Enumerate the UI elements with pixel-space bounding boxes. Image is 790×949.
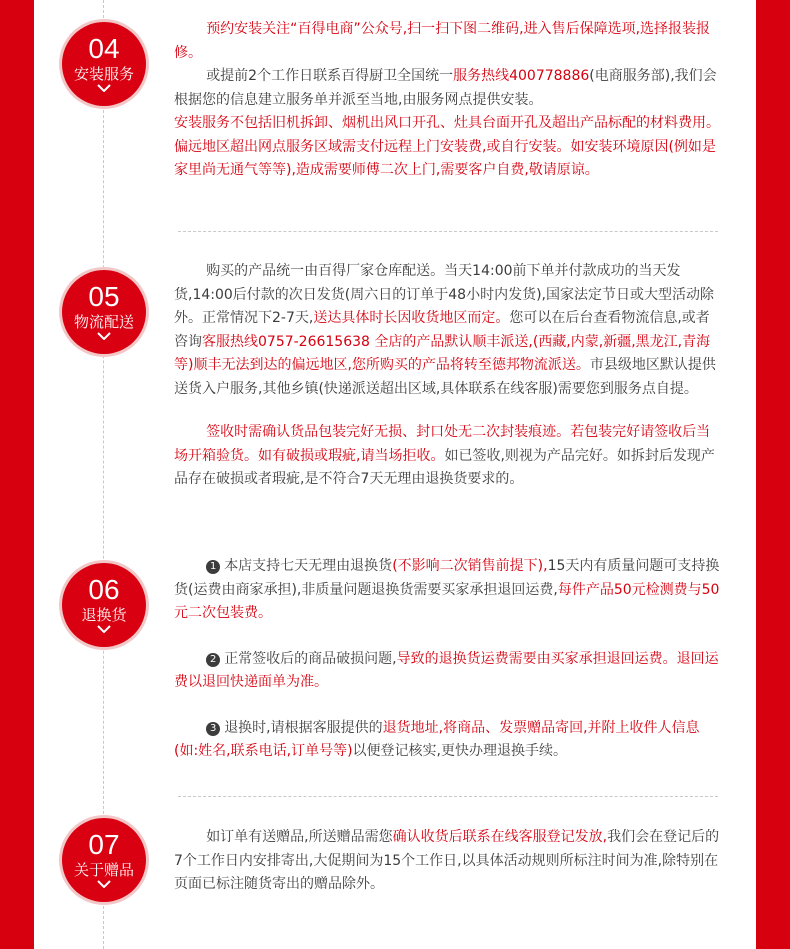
chevron-down-icon: [97, 880, 111, 888]
section-number: 05: [88, 281, 120, 312]
left-red-border: [0, 0, 34, 949]
section-07-badge: [62, 818, 146, 902]
paragraph: 或提前2个工作日联系百得厨卫全国统一服务热线400778886(电商服务部),我们会根据您的信息建立服务单并派至当地,由服务网点提供安装。: [174, 68, 717, 108]
section-05-text: [174, 260, 722, 492]
section-06-text: [174, 555, 722, 764]
list-item: 1 本店支持七天无理由退换货(不影响二次销售前提下),15天内有质量问题可支持换货(运费由商家承担),非质量问题退换货需要买家承担退回运费,每件产品50元检测费与50元二次包装费。: [174, 558, 720, 621]
paragraph: 购买的产品统一由百得厂家仓库配送。当天14:00前下单并付款成功的当天发货,14:00后付款的次日发货(周六日的订单于48小时内发货),国家法定节日或大型活动除外。正常情况下2-7天,送达具体时长因收货地区而定。您可以在后台查看物流信息,或者咨询客服热线0757-26615638 全店的产品默认顺丰派送,(西藏,内蒙,新疆,黑龙江,青海等)顺丰无法到达的偏远地区,您所购买的产品将转至德邦物流派送。市县级地区默认提供送货入户服务,其他乡镇(快递派送超出区域,具体联系在线客服)需要您到服务点自提。: [174, 263, 716, 397]
section-title: 安装服务: [73, 65, 134, 83]
section-title: 关于赠品: [73, 861, 134, 879]
chevron-down-icon: [97, 625, 111, 633]
circled-number: 3: [206, 722, 220, 736]
list-item: 2 正常签收后的商品破损问题,导致的退换货运费需要由买家承担退回运费。退回运费以退回快递面单为准。: [174, 650, 719, 690]
paragraph: 签收时需确认货品包装完好无损、封口处无二次封装痕迹。若包装完好请签收后当场开箱验货。如有破损或瑕疵,请当场拒收。如已签收,则视为产品完好。如拆封后发现产品存在破损或者瑕疵,是不符合7天无理由退换货要求的。: [174, 424, 715, 487]
section-04-badge: [62, 22, 146, 106]
section-title: 物流配送: [73, 313, 134, 331]
section-number: 06: [88, 574, 120, 605]
chevron-down-icon: [97, 332, 111, 340]
paragraph: 预约安装关注“百得电商”公众号,扫一扫下图二维码,进入售后保障选项,选择报装报修。: [174, 21, 711, 61]
section-07-text: [174, 826, 722, 897]
divider: [178, 796, 718, 797]
section-title: 退换货: [81, 606, 127, 624]
circled-number: 2: [206, 653, 220, 667]
section-06-badge: [62, 563, 146, 647]
section-05-badge: [62, 270, 146, 354]
timeline-line: [103, 0, 104, 949]
divider: [178, 231, 718, 232]
paragraph: 安装服务不包括旧机拆卸、烟机出风口开孔、灶具台面开孔及超出产品标配的材料费用。偏远地区超出网点服务区域需支付远程上门安装费,或自行安装。如安装环境原因(例如是家里尚无通气等等),造成需要师傅二次上门,需要客户自费,敬请原谅。: [174, 115, 720, 178]
section-04-text: [174, 18, 722, 183]
circled-number: 1: [206, 560, 220, 574]
right-red-border: [756, 0, 790, 949]
section-number: 07: [88, 829, 120, 860]
chevron-down-icon: [97, 84, 111, 92]
section-number: 04: [88, 33, 120, 64]
list-item: 3 退换时,请根据客服提供的退货地址,将商品、发票赠品寄回,并附上收件人信息(如:姓名,联系电话,订单号等)以便登记核实,更快办理退换手续。: [174, 719, 700, 759]
paragraph: 如订单有送赠品,所送赠品需您确认收货后联系在线客服登记发放,我们会在登记后的7个工作日内安排寄出,大促期间为15个工作日,以具体活动规则所标注时间为准,除特别在页面已标注随货寄出的赠品除外。: [174, 829, 720, 892]
